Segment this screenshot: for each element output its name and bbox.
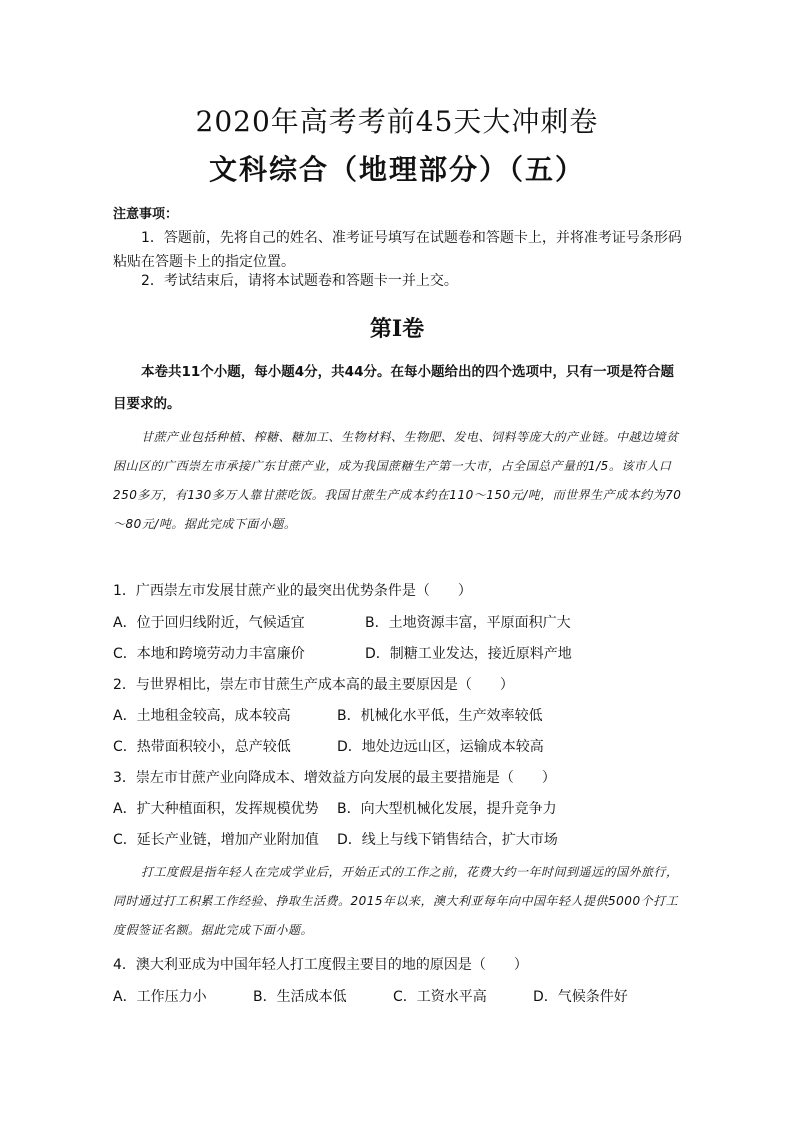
- question-1-option-a: A．位于回归线附近，气候适宜: [113, 615, 305, 631]
- exam-title: 2020年高考考前45天大冲刺卷: [195, 105, 599, 138]
- question-4-option-d: D．气候条件好: [533, 989, 628, 1005]
- question-2-option-b: B．机械化水平低，生产效率较低: [337, 708, 543, 724]
- section-instructions: 本卷共11个小题，每小题4分，共44分。在每小题给出的四个选项中，只有一项是符合题目要求的。: [113, 364, 674, 412]
- question-1-option-b: B．土地资源丰富，平原面积广大: [365, 615, 571, 631]
- question-4-option-a: A．工作压力小: [113, 989, 207, 1005]
- question-2-option-d: D．地处边远山区，运输成本较高: [337, 739, 544, 755]
- passage-sugarcane: 甘蔗产业包括种植、榨糖、糖加工、生物材料、生物肥、发电、饲料等庞大的产业链。中越边境贫困山区的广西崇左市承接广东甘蔗产业，成为我国蔗糖生产第一大市，占全国总产量的1/5。该市人口250多万，有130多万人靠甘蔗吃饭。我国甘蔗生产成本约在110～150元/吨，而世界生产成本约为70～80元/吨。据此完成下面小题。: [113, 430, 682, 531]
- notice-heading: 注意事项：: [113, 207, 179, 222]
- notice-item-2: 2．考试结束后，请将本试题卷和答题卡一并上交。: [141, 273, 458, 289]
- question-3-option-b: B．向大型机械化发展，提升竞争力: [337, 801, 557, 817]
- question-1-stem: 1．广西崇左市发展甘蔗产业的最突出优势条件是（ ）: [113, 583, 472, 599]
- question-3-option-a: A．扩大种植面积，发挥规模优势: [113, 801, 319, 817]
- question-4-option-c: C．工资水平高: [393, 989, 487, 1005]
- volume-heading: 第Ⅰ卷: [369, 316, 425, 342]
- question-1-option-c: C．本地和跨境劳动力丰富廉价: [113, 646, 305, 662]
- notice-item-1: 1．答题前，先将自己的姓名、准考证号填写在试题卷和答题卡上，并将准考证号条形码粘贴在答题卡上的指定位置。: [113, 230, 682, 270]
- question-3-option-c: C．延长产业链，增加产业附加值: [113, 832, 319, 848]
- question-3-option-d: D．线上与线下销售结合，扩大市场: [337, 832, 558, 848]
- question-2-stem: 2．与世界相比，崇左市甘蔗生产成本高的最主要原因是（ ）: [113, 677, 514, 693]
- question-1-option-d: D．制糖工业发达，接近原料产地: [365, 646, 572, 662]
- question-2-option-a: A．土地租金较高，成本较高: [113, 708, 291, 724]
- question-2-option-c: C．热带面积较小，总产较低: [113, 739, 291, 755]
- exam-subtitle: 文科综合（地理部分）（五）: [208, 153, 585, 186]
- question-4-option-b: B．生活成本低: [253, 989, 347, 1005]
- question-3-stem: 3．崇左市甘蔗产业向降成本、增效益方向发展的最主要措施是（ ）: [113, 770, 556, 786]
- passage-working-holiday: 打工度假是指年轻人在完成学业后，开始正式的工作之前，花费大约一年时间到遥远的国外旅行，同时通过打工积累工作经验、挣取生活费。2015年以来，澳大利亚每年向中国年轻人提供5000个打工度假签证名额。据此完成下面小题。: [113, 865, 679, 937]
- question-4-stem: 4．澳大利亚成为中国年轻人打工度假主要目的地的原因是（ ）: [113, 957, 528, 973]
